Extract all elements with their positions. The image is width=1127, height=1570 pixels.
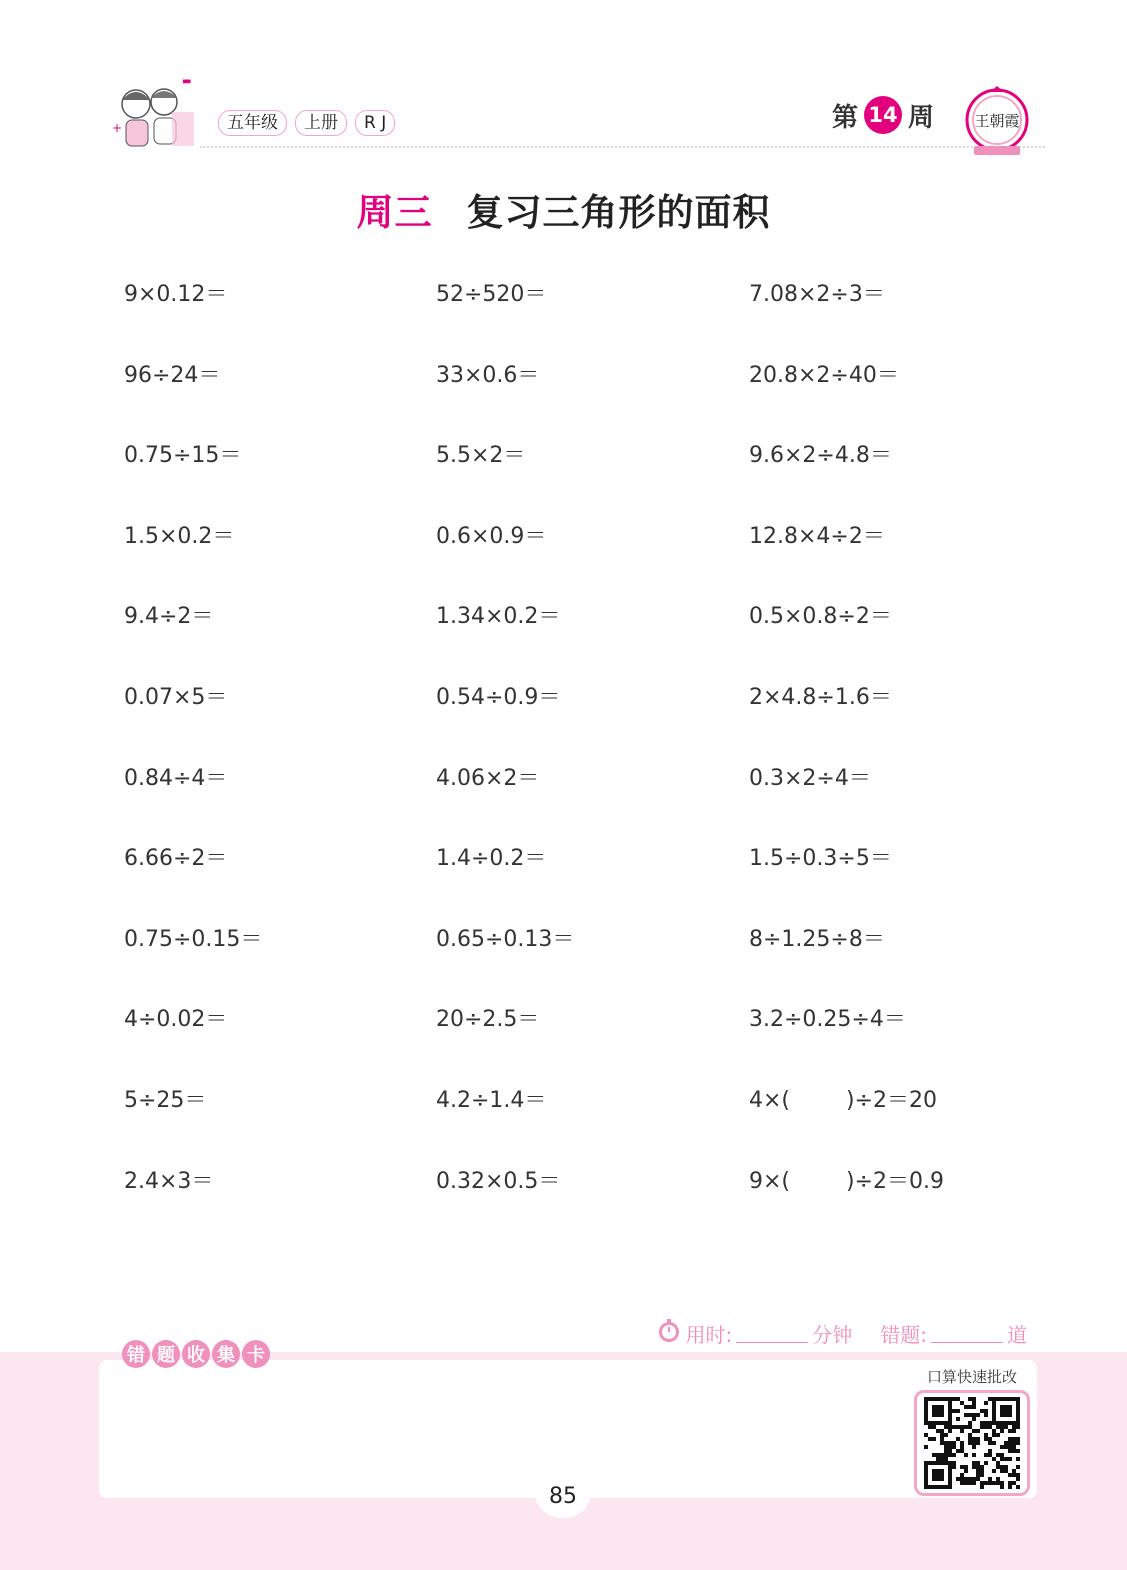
math-problem: 4÷0.02＝ — [124, 1007, 228, 1033]
svg-text:王朝霞: 王朝霞 — [974, 112, 1020, 130]
errors-label: 错题: — [880, 1323, 927, 1347]
brand-seal-logo — [962, 84, 1032, 158]
math-problem: 33×0.6＝ — [436, 362, 540, 388]
math-problem: 0.84÷4＝ — [124, 765, 228, 791]
card-label-char: 错 — [122, 1340, 150, 1368]
math-problem: 96÷24＝ — [124, 362, 221, 388]
time-label: 用时: — [685, 1323, 733, 1347]
svg-text:+: + — [112, 121, 123, 135]
stopwatch-icon — [656, 1318, 682, 1349]
title-topic: 复习三角形的面积 — [466, 191, 771, 234]
card-label-char: 集 — [212, 1340, 240, 1368]
page-title — [0, 182, 1127, 236]
math-problem: 0.54÷0.9＝ — [436, 684, 561, 710]
time-unit: 分钟 — [812, 1323, 853, 1347]
math-problem: 1.5×0.2＝ — [124, 523, 235, 549]
mascot-illustration — [106, 72, 206, 154]
math-problem: 0.07×5＝ — [124, 684, 228, 710]
svg-text:▬: ▬ — [182, 76, 192, 87]
math-problem: 12.8×4÷2＝ — [749, 523, 885, 549]
math-problem: 20.8×2÷40＝ — [749, 362, 899, 388]
week-indicator — [832, 96, 934, 134]
error-collection-card-label — [122, 1340, 270, 1368]
math-problem: 9×0.12＝ — [124, 282, 228, 307]
math-problem: 0.65÷0.13＝ — [436, 926, 575, 952]
header-divider — [200, 146, 1045, 148]
qr-section — [912, 1364, 1032, 1494]
math-problem: 7.08×2÷3＝ — [749, 282, 885, 307]
math-problem: 4.2÷1.4＝ — [436, 1087, 547, 1113]
math-problem: 1.34×0.2＝ — [436, 604, 561, 630]
math-problem: 2×4.8÷1.6＝ — [749, 684, 892, 710]
math-problem: 0.5×0.8÷2＝ — [749, 604, 892, 630]
math-problem: 2.4×3＝ — [124, 1168, 214, 1194]
math-problem: 9×( )÷2＝0.9 — [749, 1168, 944, 1194]
math-problem: 0.3×2÷4＝ — [749, 765, 871, 791]
math-problem: 5.5×2＝ — [436, 443, 526, 469]
math-problem: 9.4÷2＝ — [124, 604, 214, 630]
week-suffix: 周 — [908, 102, 935, 133]
math-problem: 4×( )÷2＝20 — [749, 1087, 937, 1113]
week-prefix: 第 — [832, 102, 859, 133]
time-blank[interactable] — [736, 1325, 808, 1343]
qr-code-icon[interactable] — [914, 1390, 1030, 1496]
math-problem: 4.06×2＝ — [436, 765, 540, 791]
math-problem: 1.4÷0.2＝ — [436, 846, 547, 872]
card-label-char: 卡 — [242, 1340, 270, 1368]
math-problem: 1.5÷0.3÷5＝ — [749, 846, 892, 872]
header-tags — [218, 110, 395, 136]
math-problem: 6.66÷2＝ — [124, 846, 228, 872]
qr-caption: 口算快速批改 — [926, 1368, 1017, 1386]
problem-grid — [124, 276, 1084, 1243]
math-problem: 9.6×2÷4.8＝ — [749, 443, 892, 469]
card-label-char: 收 — [182, 1340, 210, 1368]
volume-tag: 上册 — [295, 110, 347, 136]
math-problem: 0.32×0.5＝ — [436, 1168, 561, 1194]
math-problem: 8÷1.25÷8＝ — [749, 926, 885, 952]
math-problem: 20÷2.5＝ — [436, 1007, 540, 1033]
title-day: 周三 — [356, 191, 433, 234]
errors-unit: 道 — [1007, 1323, 1027, 1347]
card-label-char: 题 — [152, 1340, 180, 1368]
grade-tag: 五年级 — [218, 110, 287, 136]
math-problem: 52÷520＝ — [436, 282, 547, 307]
math-problem: 0.75÷15＝ — [124, 443, 242, 469]
math-problem: 5÷25＝ — [124, 1087, 207, 1113]
time-and-errors-line — [656, 1318, 1028, 1349]
edition-tag: R J — [355, 110, 395, 136]
math-problem: 3.2÷0.25÷4＝ — [749, 1007, 906, 1033]
math-problem: 0.75÷0.15＝ — [124, 926, 263, 952]
math-problem: 0.6×0.9＝ — [436, 523, 547, 549]
week-number-badge: 14 — [864, 96, 902, 134]
errors-blank[interactable] — [931, 1325, 1003, 1343]
page-number: 85 — [536, 1474, 590, 1518]
